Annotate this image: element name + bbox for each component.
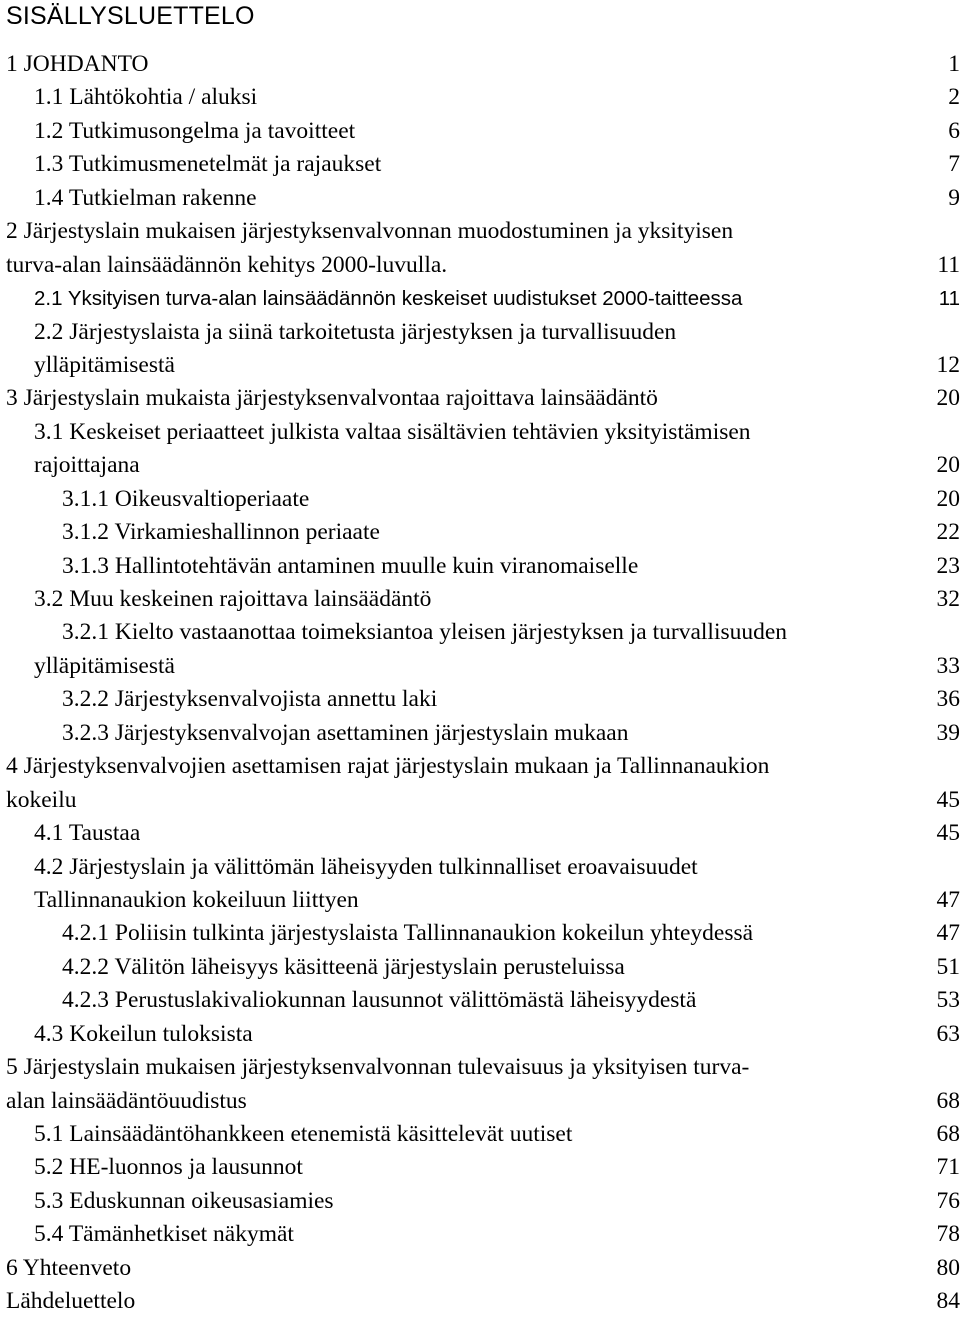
toc-entry-page: 12 <box>937 349 960 382</box>
toc-entry-title: turva-alan lainsäädännön kehitys 2000-luvulla. <box>6 249 447 282</box>
toc-entry-page: 68 <box>937 1118 960 1151</box>
toc-entry-title: ylläpitämisestä <box>34 349 175 382</box>
toc-entry-title: 1.2 Tutkimusongelma ja tavoitteet <box>34 115 355 148</box>
toc-entry[interactable] <box>0 917 960 950</box>
toc-entry-title: 5.3 Eduskunnan oikeusasiamies <box>34 1185 334 1218</box>
toc-entry-continuation[interactable] <box>0 784 960 817</box>
toc-entry[interactable] <box>0 215 960 248</box>
toc-entry-page: 53 <box>937 984 960 1017</box>
toc-entry[interactable] <box>0 616 960 649</box>
toc-entry[interactable] <box>0 483 960 516</box>
toc-entry-page: 20 <box>937 449 960 482</box>
toc-entry-page: 11 <box>939 282 960 315</box>
toc-entry-page: 22 <box>937 516 960 549</box>
toc-entry[interactable] <box>0 1151 960 1184</box>
toc-entry-page: 9 <box>948 182 960 215</box>
toc-entry[interactable] <box>0 817 960 850</box>
toc-entry[interactable] <box>0 750 960 783</box>
toc-entry-title: 1.3 Tutkimusmenetelmät ja rajaukset <box>34 148 381 181</box>
toc-entry[interactable] <box>0 182 960 215</box>
toc-entry-continuation[interactable] <box>0 349 960 382</box>
toc-entry-title: rajoittajana <box>34 449 140 482</box>
toc-entry-page: 6 <box>948 115 960 148</box>
toc-entry-title: 2.1 Yksityisen turva-alan lainsäädännön keskeiset uudistukset 2000-taitteessa <box>34 282 742 315</box>
toc-entry-continuation[interactable] <box>0 1085 960 1118</box>
toc-entry-title: 1.1 Lähtökohtia / aluksi <box>34 81 257 114</box>
toc-entry[interactable] <box>0 717 960 750</box>
toc-entry[interactable] <box>0 951 960 984</box>
toc-entry-continuation[interactable] <box>0 650 960 683</box>
toc-entry-title: 5.2 HE-luonnos ja lausunnot <box>34 1151 303 1184</box>
toc-entry[interactable] <box>0 1051 960 1084</box>
toc-entry[interactable] <box>0 382 960 415</box>
toc-entry[interactable] <box>0 48 960 81</box>
toc-entry[interactable] <box>0 1218 960 1251</box>
toc-entry-title: 3.1.3 Hallintotehtävän antaminen muulle kuin viranomaiselle <box>62 550 638 583</box>
toc-entry-title: kokeilu <box>6 784 77 817</box>
toc-entry[interactable] <box>0 81 960 114</box>
toc-entry-title: 4.2 Järjestyslain ja välittömän läheisyyden tulkinnalliset eroavaisuudet <box>34 851 698 884</box>
toc-entry-page: 7 <box>948 148 960 181</box>
toc-entry-title: 4 Järjestyksenvalvojien asettamisen rajat järjestyslain mukaan ja Tallinnanaukion <box>6 750 769 783</box>
toc-entry[interactable] <box>0 1285 960 1318</box>
toc-entry-title: 5 Järjestyslain mukaisen järjestyksenvalvonnan tulevaisuus ja yksityisen turva- <box>6 1051 749 1084</box>
toc-entry-page: 39 <box>937 717 960 750</box>
toc-entry-page: 68 <box>937 1085 960 1118</box>
toc-entry-title: 3.1 Keskeiset periaatteet julkista valtaa sisältävien tehtävien yksityistämisen <box>34 416 751 449</box>
toc-heading: SISÄLLYSLUETTELO <box>6 0 255 32</box>
toc-entry-title: 3.2.2 Järjestyksenvalvojista annettu laki <box>62 683 437 716</box>
toc-entry-title: 3.2 Muu keskeinen rajoittava lainsäädäntö <box>34 583 431 616</box>
toc-entry-continuation[interactable] <box>0 449 960 482</box>
toc-entry[interactable] <box>0 516 960 549</box>
toc-entry[interactable] <box>0 851 960 884</box>
table-of-contents <box>0 48 960 1319</box>
toc-entry-title: Tallinnanaukion kokeiluun liittyen <box>34 884 359 917</box>
toc-entry-title: 6 Yhteenveto <box>6 1252 131 1285</box>
toc-entry-title: 1.4 Tutkielman rakenne <box>34 182 257 215</box>
toc-entry-title: 1 JOHDANTO <box>6 48 149 81</box>
toc-entry[interactable] <box>0 115 960 148</box>
toc-entry-continuation[interactable] <box>0 249 960 282</box>
toc-entry-page: 47 <box>937 884 960 917</box>
toc-entry[interactable] <box>0 984 960 1017</box>
toc-entry-page: 33 <box>937 650 960 683</box>
toc-entry-title: Lähdeluettelo <box>6 1285 135 1318</box>
toc-entry[interactable] <box>0 1185 960 1218</box>
toc-entry-page: 20 <box>937 483 960 516</box>
toc-entry-title: 2.2 Järjestyslaista ja siinä tarkoitetusta järjestyksen ja turvallisuuden <box>34 316 676 349</box>
toc-entry-page: 20 <box>937 382 960 415</box>
toc-entry-title: 5.4 Tämänhetkiset näkymät <box>34 1218 294 1251</box>
toc-entry-title: 3.1.2 Virkamieshallinnon periaate <box>62 516 380 549</box>
toc-entry-title: 4.3 Kokeilun tuloksista <box>34 1018 253 1051</box>
toc-entry-page: 32 <box>937 583 960 616</box>
toc-entry[interactable] <box>0 683 960 716</box>
toc-entry[interactable] <box>0 316 960 349</box>
toc-entry-title: ylläpitämisestä <box>34 650 175 683</box>
toc-entry-continuation[interactable] <box>0 884 960 917</box>
toc-entry-title: 4.2.2 Välitön läheisyys käsitteenä järjestyslain perusteluissa <box>62 951 625 984</box>
toc-entry-title: 5.1 Lainsäädäntöhankkeen etenemistä käsittelevät uutiset <box>34 1118 572 1151</box>
toc-entry-page: 47 <box>937 917 960 950</box>
toc-entry-page: 71 <box>937 1151 960 1184</box>
toc-entry-title: alan lainsäädäntöuudistus <box>6 1085 247 1118</box>
toc-entry-page: 45 <box>937 817 960 850</box>
toc-entry-title: 3.2.3 Järjestyksenvalvojan asettaminen järjestyslain mukaan <box>62 717 628 750</box>
toc-entry-page: 80 <box>937 1252 960 1285</box>
toc-entry-page: 84 <box>937 1285 960 1318</box>
toc-entry[interactable] <box>0 550 960 583</box>
toc-entry-page: 11 <box>937 249 960 282</box>
toc-entry[interactable] <box>0 1118 960 1151</box>
toc-entry-title: 4.2.1 Poliisin tulkinta järjestyslaista Tallinnanaukion kokeilun yhteydessä <box>62 917 753 950</box>
toc-entry[interactable] <box>0 583 960 616</box>
toc-entry-page: 45 <box>937 784 960 817</box>
toc-entry[interactable] <box>0 416 960 449</box>
toc-entry-page: 2 <box>948 81 960 114</box>
toc-entry-page: 63 <box>937 1018 960 1051</box>
toc-entry-title: 2 Järjestyslain mukaisen järjestyksenvalvonnan muodostuminen ja yksityisen <box>6 215 733 248</box>
toc-entry-title: 3.1.1 Oikeusvaltioperiaate <box>62 483 309 516</box>
toc-entry-page: 76 <box>937 1185 960 1218</box>
toc-entry[interactable] <box>0 282 960 315</box>
toc-entry-title: 3 Järjestyslain mukaista järjestyksenvalvontaa rajoittava lainsäädäntö <box>6 382 658 415</box>
toc-entry[interactable] <box>0 1018 960 1051</box>
toc-entry-page: 78 <box>937 1218 960 1251</box>
toc-entry-page: 36 <box>937 683 960 716</box>
toc-entry-page: 23 <box>937 550 960 583</box>
toc-entry-title: 3.2.1 Kielto vastaanottaa toimeksiantoa yleisen järjestyksen ja turvallisuuden <box>62 616 787 649</box>
toc-entry-page: 51 <box>937 951 960 984</box>
toc-entry[interactable] <box>0 1252 960 1285</box>
toc-entry[interactable] <box>0 148 960 181</box>
toc-entry-page: 1 <box>948 48 960 81</box>
toc-entry-title: 4.2.3 Perustuslakivaliokunnan lausunnot välittömästä läheisyydestä <box>62 984 696 1017</box>
toc-entry-title: 4.1 Taustaa <box>34 817 140 850</box>
